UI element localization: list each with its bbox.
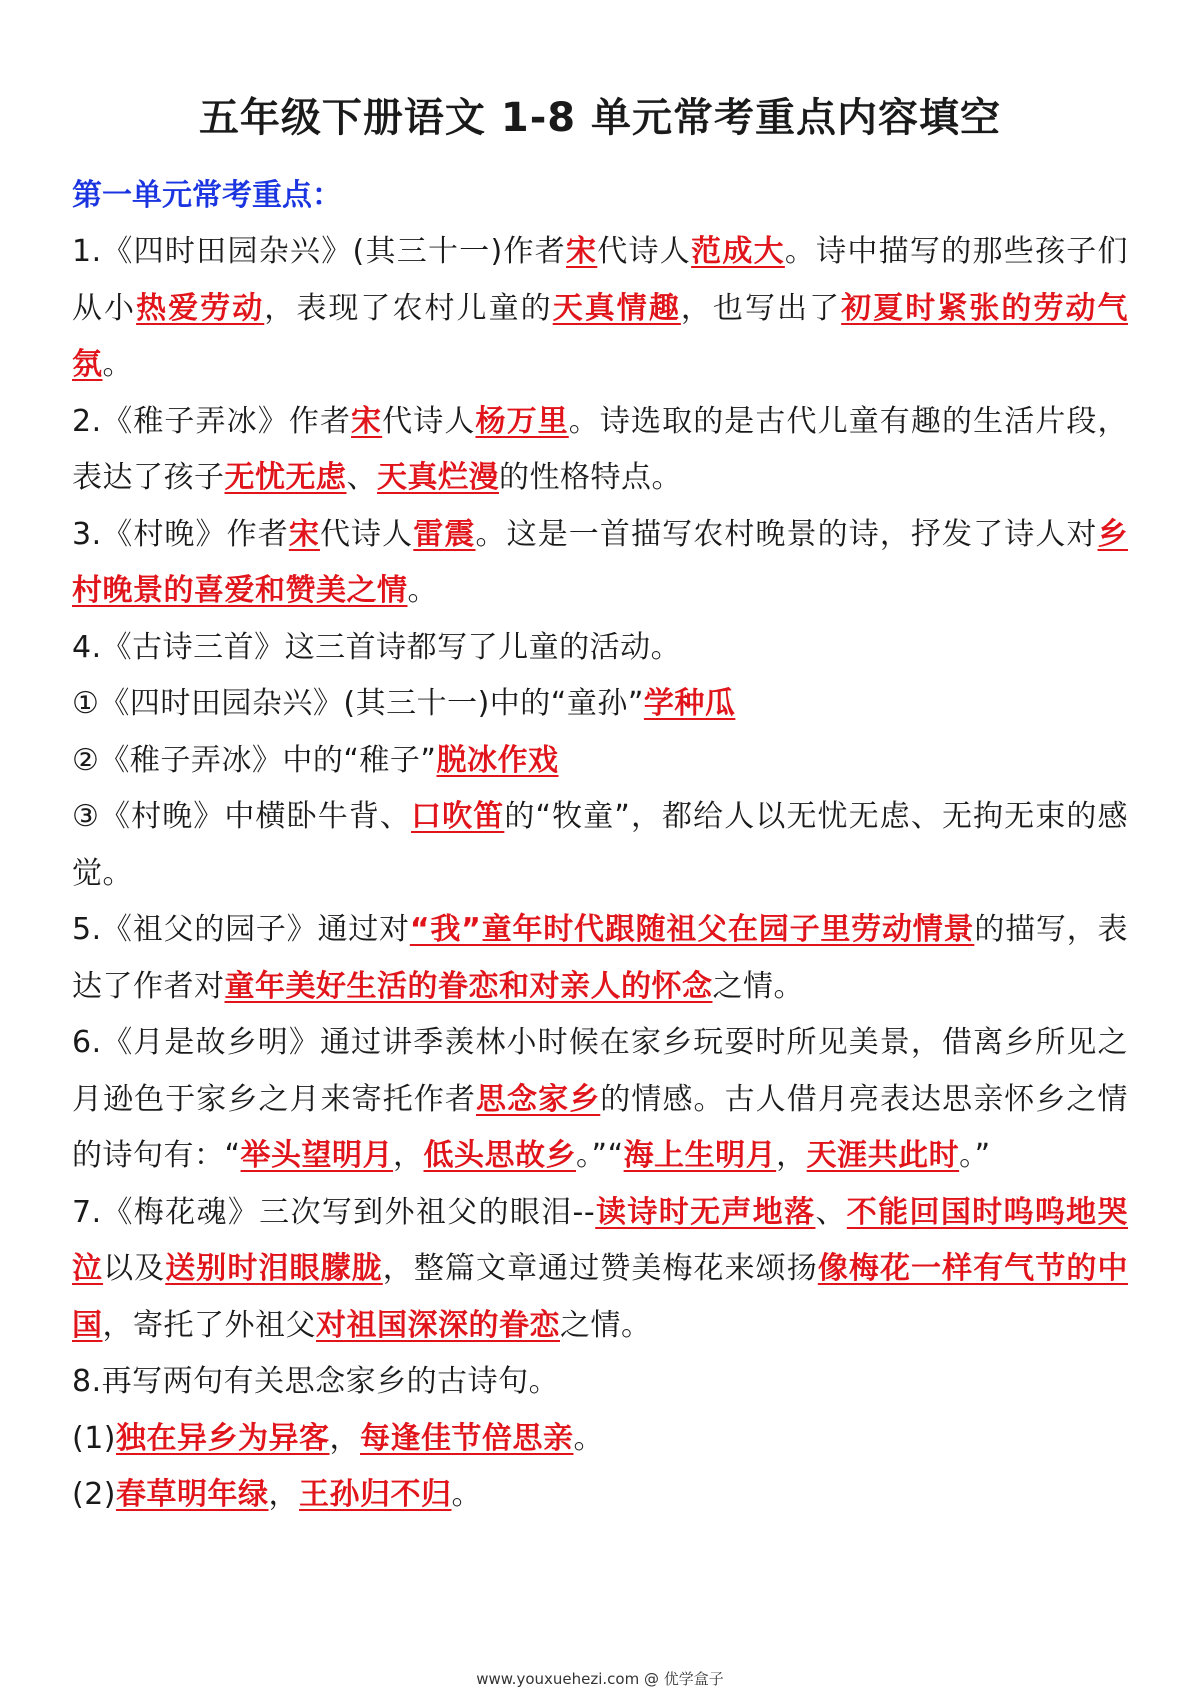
answer-text: 初夏时紧张的劳动气氛 xyxy=(72,290,1128,382)
body-text: 。诗选取的是古代儿童有趣的生活片段，表达了孩子 xyxy=(72,403,1129,495)
answer-text: 雷震 xyxy=(413,516,476,552)
item-paragraph xyxy=(72,1467,1128,1524)
answer-text: 杨万里 xyxy=(475,403,569,439)
answer-text: 口吹笛 xyxy=(411,799,505,834)
body-text: 8.再写两句有关思念家乡的古诗句。 xyxy=(72,1364,560,1399)
body-text: 。”“ xyxy=(576,1138,624,1173)
body-text: 。诗中描写的那些孩子们从小 xyxy=(72,234,1129,326)
body-text: 。 xyxy=(573,1420,604,1456)
body-text: ②《稚子弄冰》中的“稚子” xyxy=(72,742,437,778)
answer-text: 举头望明月 xyxy=(240,1138,394,1173)
item-paragraph xyxy=(72,676,1128,733)
item-paragraph xyxy=(72,733,1128,790)
body-text: 的“牧童”，都给人以无忧无虑、无拘无束的感觉。 xyxy=(72,799,1128,891)
body-text: 3.《村晚》作者 xyxy=(72,516,289,552)
body-text: ①《四时田园杂兴》(其三十一)中的“童孙” xyxy=(72,686,644,721)
answer-text: 范成大 xyxy=(691,234,785,269)
answer-text: 天真情趣 xyxy=(552,290,681,326)
page-title: 五年级下册语文 1-8 单元常考重点内容填空 xyxy=(198,95,1002,141)
body-text: 1.《四时田园杂兴》(其三十一)作者 xyxy=(72,234,567,269)
body-text: 。 xyxy=(102,347,133,382)
item-paragraph xyxy=(72,394,1128,507)
body-text: 7.《梅花魂》三次写到外祖父的眼泪-- xyxy=(72,1194,596,1230)
body-text: ， xyxy=(776,1138,807,1173)
body-text: 以及 xyxy=(103,1251,166,1286)
answer-text: 热爱劳动 xyxy=(136,290,265,326)
item-paragraph xyxy=(72,1185,1128,1355)
answer-text: 不能回国时呜呜地哭泣 xyxy=(72,1194,1129,1286)
answer-text: 学种瓜 xyxy=(643,686,736,721)
body-text: 。 xyxy=(407,573,438,608)
body-text: (1) xyxy=(72,1420,116,1456)
body-text: 、 xyxy=(815,1194,847,1230)
body-text: ，寄托了外祖父 xyxy=(102,1307,316,1343)
body-text: 之情。 xyxy=(712,968,804,1004)
answer-text: 童年美好生活的眷恋和对亲人的怀念 xyxy=(224,968,713,1004)
answer-text: 读诗时无声地落 xyxy=(595,1194,816,1230)
footer-watermark: www.youxuehezi.com @ 优学盒子 xyxy=(476,1670,724,1688)
item-paragraph xyxy=(72,1015,1128,1185)
answer-text: 无忧无虑 xyxy=(224,460,347,495)
body-text: 。” xyxy=(959,1138,991,1173)
body-text: ， xyxy=(329,1420,360,1456)
body-text: ，整篇文章通过赞美梅花来颂扬 xyxy=(382,1251,818,1286)
body-text: ， xyxy=(393,1138,424,1173)
item-paragraph xyxy=(72,620,1128,677)
body-text: 代诗人 xyxy=(319,516,414,552)
body-text: 的情感。古人借月亮表达思亲怀乡之情的诗句有：“ xyxy=(72,1081,1129,1173)
body-text: 的描写，表达了作者对 xyxy=(72,912,1129,1004)
answer-text: 低头思故乡 xyxy=(423,1138,577,1173)
answer-text: 乡村晚景的喜爱和赞美之情 xyxy=(72,516,1129,608)
answer-text: 宋 xyxy=(566,234,598,269)
body-text: ，表现了农村儿童的 xyxy=(264,290,553,326)
answer-text: 像梅花一样有气节的中国 xyxy=(72,1251,1129,1343)
item-list xyxy=(72,224,1128,1524)
section-heading: 第一单元常考重点： xyxy=(72,178,342,213)
body-text: 。这是一首描写农村晚景的诗，抒发了诗人对 xyxy=(475,516,1098,552)
answer-text: 天真烂漫 xyxy=(377,460,499,495)
answer-text: 每逢佳节倍思亲 xyxy=(360,1420,574,1456)
answer-text: 海上生明月 xyxy=(623,1138,777,1173)
answer-text: 思念家乡 xyxy=(475,1081,601,1117)
body-text: 4.《古诗三首》这三首诗都写了儿童的活动。 xyxy=(72,629,682,665)
item-paragraph xyxy=(72,789,1128,902)
answer-text: 天涯共此时 xyxy=(806,1138,960,1173)
answer-text: 春草明年绿 xyxy=(116,1477,269,1512)
item-paragraph xyxy=(72,507,1128,620)
item-paragraph xyxy=(72,1411,1128,1468)
body-text: ，也写出了 xyxy=(680,290,842,326)
answer-text: 独在异乡为异客 xyxy=(116,1420,330,1456)
body-text: 5.《祖父的园子》通过对 xyxy=(72,912,410,947)
answer-text: 宋 xyxy=(288,516,320,552)
answer-text: 送别时泪眼朦胧 xyxy=(165,1251,383,1286)
body-text: 代诗人 xyxy=(382,403,476,439)
answer-text: 王孙归不归 xyxy=(299,1477,452,1512)
body-text: 。 xyxy=(451,1477,482,1512)
answer-text: 对祖国深深的眷恋 xyxy=(316,1307,560,1343)
item-paragraph xyxy=(72,902,1128,1015)
item-paragraph xyxy=(72,1354,1128,1411)
body-text: ③《村晚》中横卧牛背、 xyxy=(72,799,412,834)
body-text: 的性格特点。 xyxy=(499,460,682,495)
body-text: (2) xyxy=(72,1477,116,1512)
answer-text: 宋 xyxy=(351,403,383,439)
body-text: 、 xyxy=(346,460,377,495)
item-paragraph xyxy=(72,224,1128,394)
body-text: 之情。 xyxy=(560,1307,652,1343)
answer-text: “我”童年时代跟随祖父在园子里劳动情景 xyxy=(409,912,975,947)
body-text: 6.《月是故乡明》通过讲季羡林小时候在家乡玩耍时所见美景，借离乡所见之月逊色于家乡之月来寄托作者 xyxy=(72,1025,1128,1117)
body-text: ， xyxy=(268,1477,299,1512)
answer-text: 脱冰作戏 xyxy=(436,742,559,778)
body-text: 2.《稚子弄冰》作者 xyxy=(72,403,352,439)
body-text: 代诗人 xyxy=(597,234,692,269)
